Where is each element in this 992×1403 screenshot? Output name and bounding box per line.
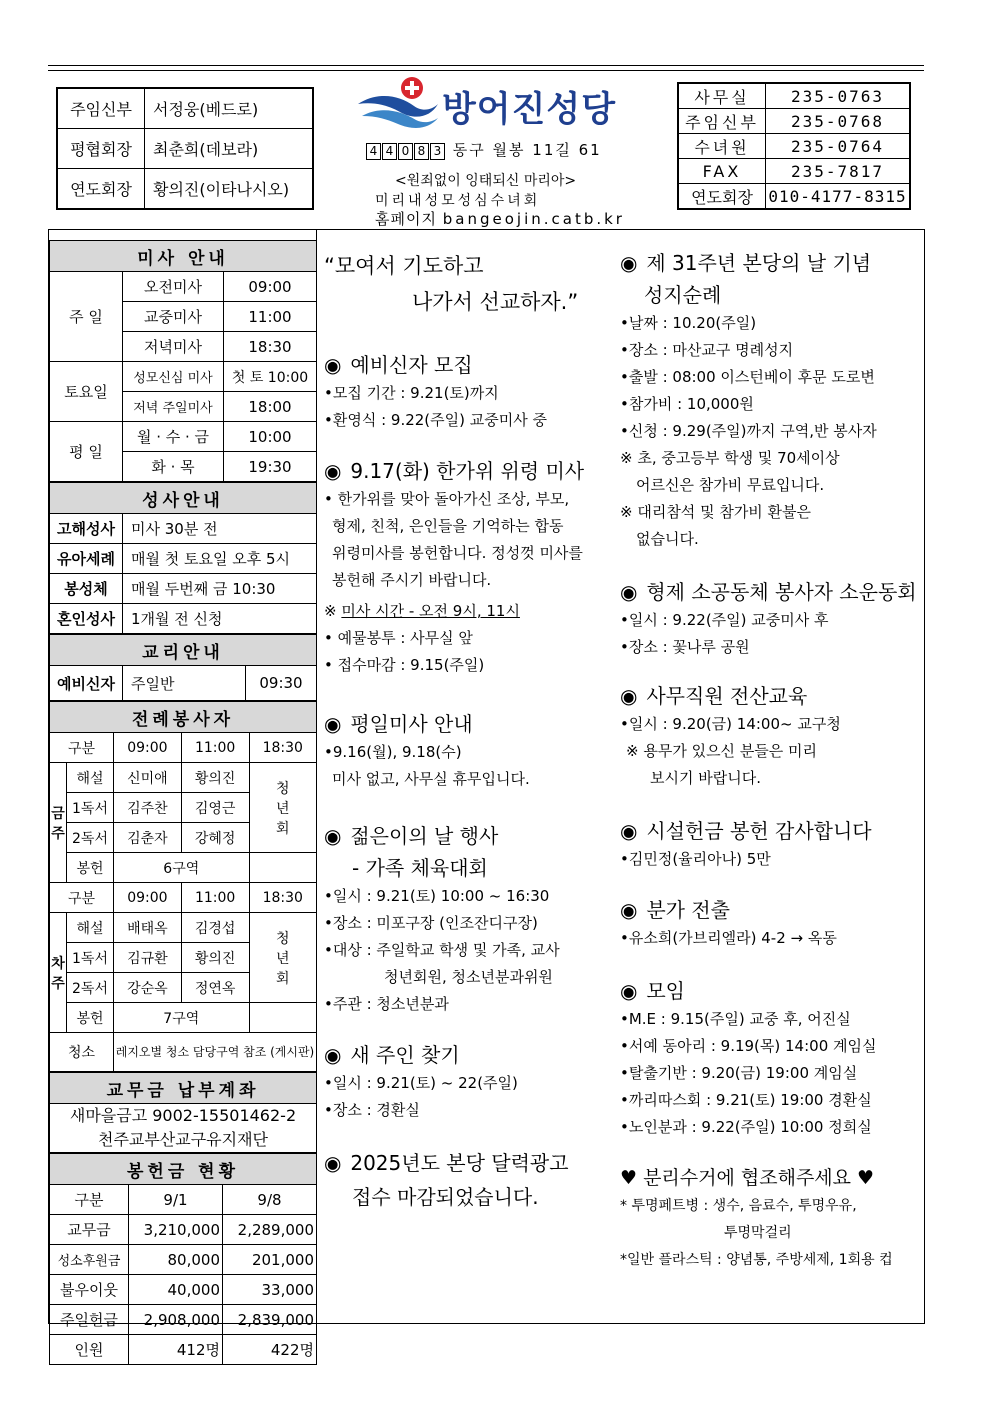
sacrament-title: 성사안내 (50, 483, 317, 514)
section-title: ◉ 9.17(화) 한가위 위령 미사 (324, 456, 609, 486)
section-subtitle: - 가족 체육대회 (352, 856, 488, 880)
offering-table: 봉헌금 현황 구분 9/1 9/8 교무금 3,210,000 2,289,000 성소후원금 80,000 201,000 불우이웃 40,000 33,000 주일헌금 2,908,000 2,839,000 인원 412명 422명 (49, 1153, 317, 1365)
account-table (49, 1072, 317, 1153)
phone-row: 연도회장 010-4177-8315 (678, 184, 910, 210)
religious-order: 미리내성모성심수녀회 (375, 193, 541, 209)
phone-row: 주임신부 235-0768 (678, 109, 910, 134)
bullet-icon: ◉ (620, 898, 638, 922)
sacrament-table: 성사안내 고해성사 미사 30분 전 유아세례 매월 첫 토요일 오후 5시 봉성체 매월 두번째 금 10:30 혼인성사 1개월 전 신청 (49, 482, 317, 634)
church-logo (356, 74, 440, 134)
staff-role: 평협회장 (57, 129, 145, 169)
account-title: 교무금 납부계좌 (50, 1073, 317, 1104)
bullet-icon: ◉ (324, 1151, 342, 1175)
top-rule (48, 65, 924, 66)
doctrine-title: 교리안내 (50, 635, 317, 666)
staff-name: 최춘희(데보라) (145, 129, 314, 169)
bullet-icon: ◉ (324, 353, 342, 377)
weekday-label: 평 일 (50, 422, 123, 482)
section-title: ◉ 2025년도 본당 달력광고 (324, 1148, 609, 1178)
top-rule-2 (48, 70, 924, 71)
staff-table (56, 87, 314, 210)
homepage: 홈페이지 bangeojin.catb.kr (375, 210, 625, 228)
bullet-icon: ◉ (324, 824, 342, 848)
phone-table (677, 82, 911, 210)
phone-row: 수녀원 235-0764 (678, 134, 910, 159)
doctrine-table: 교리안내 예비신자 주일반 09:30 (49, 634, 317, 701)
youth-cell: 청 년 회 (249, 763, 316, 853)
left-column (49, 240, 317, 1365)
staff-name: 서정웅(베드로) (145, 88, 314, 129)
bullet-icon: ◉ (324, 712, 342, 736)
motto: <원죄없이 잉태되신 마리아> (395, 173, 577, 189)
section-title: ◉ 평일미사 안내 (324, 709, 609, 739)
bullet-icon: ◉ (620, 251, 638, 275)
bullet-icon: ◉ (324, 1043, 342, 1067)
postal-code: 4 4 0 8 3 (366, 141, 453, 159)
section-title: ◉ 제 31주년 본당의 날 기념 (620, 248, 918, 278)
bullet-icon: ◉ (620, 819, 638, 843)
section-title: ◉ 분가 전출 (620, 895, 918, 925)
staff-role: 주임신부 (57, 88, 145, 129)
staff-role: 연도회장 (57, 169, 145, 210)
account-number: 새마을금고 9002-15501462-2 (69, 1106, 297, 1125)
staff-row (57, 88, 313, 129)
staff-row (57, 129, 313, 169)
address (366, 139, 602, 160)
staff-row (57, 169, 313, 210)
bullet-icon: ◉ (324, 459, 342, 483)
servers-title: 전례봉사자 (50, 702, 317, 733)
section-title: ◉ 모임 (620, 976, 918, 1006)
staff-name: 황의진(이타나시오) (145, 169, 314, 210)
servers-table: 전례봉사자 구분 09:00 11:00 18:30 금 주 해설 신미애 황의진 청 년 회 1독서 김주찬 김영근 2독서 김춘자 강혜정 봉헌 6구역 구분 09:00 11:00 18:30 차 주 해설 배태옥 김경섭 청 년 회 1독서 김규환 황의진 2독서 강순옥 정연옥 봉헌 7구역 청소 레지오별 청소 담당구역 참조 (게시판) (49, 701, 317, 1072)
address-street: 동구 월봉 11길 61 (452, 141, 602, 159)
saturday-label: 토요일 (50, 362, 123, 422)
bullet-icon: ◉ (620, 684, 638, 708)
section-title: ◉ 시설헌금 봉헌 감사합니다 (620, 816, 918, 846)
recycling-title: ♥ 분리수거에 협조해주세요 ♥ (620, 1167, 875, 1189)
right-column: ◉ 제 31주년 본당의 날 기념 성지순례 •날짜 : 10.20(주일) •장소 : 마산교구 명례성지 •출발 : 08:00 이스턴베이 후문 도로변 •참가비 : 10,000원 •신청 : 9.29(주일)까지 구역,반 봉사자 ※ 초, 중고등부 학생 및 70세이상 어르신은 참가비 무료입니다. ※ 대리참석 및 참가비 환불은 없습니다. ◉ 형제 소공동체 봉사자 소운동회 •일시 : 9.22(주일) 교중미사 후 •장소 : 꽃나루 공원 ◉ 사무직원 전산교육 •일시 : 9.20(금) 14:00~ 교구청 ※ 용무가 있으신 분들은 미리 보시기 바랍니다. ◉ 시설헌금 봉헌 감사합니다 •김민정(율리아나) 5만 ◉ 분가 전출 •유소희(가브리엘라) 4-2 → 옥동 ◉ 모임 •M.E : 9.15(주일) 교중 후, 어진실 •서예 동아리 : 9.19(목) 14:00 계임실 •탈출기반 : 9.20(금) 19:00 계임실 •까리따스회 : 9.21(토) 19:00 경환실 •노인분과 : 9.22(주일) 10:00 정희실 ♥ 분리수거에 협조해주세요 ♥ * 투명페트병 : 생수, 음료수, 투명우유, 투명막걸리 *일반 플라스틱 : 양념통, 주방세제, 1회용 컵 (620, 248, 918, 1274)
quote-line-2: 나가서 선교하자.” (412, 290, 579, 314)
mass-title: 미사 안내 (50, 241, 317, 272)
sunday-label: 주 일 (50, 272, 123, 362)
youth-cell: 청 년 회 (249, 913, 316, 1003)
mass-time-note: ※ 미사 시간 - 오전 9시, 11시 (324, 602, 520, 620)
offering-title: 봉헌금 현황 (50, 1154, 317, 1185)
section-title: ◉ 예비신자 모집 (324, 350, 609, 380)
phone-row: FAX 235-7817 (678, 159, 910, 184)
quote-line-1: “모여서 기도하고 (324, 254, 484, 278)
mass-table: 미사 안내 주 일 오전미사 09:00 교중미사 11:00 저녁미사 18:30 토요일 성모신심 미사 첫 토 10:00 저녁 주일미사 18:00 평 일 월 · 수 · 금 10:00 화 · 목 19:30 (49, 240, 317, 482)
section-title: ◉ 형제 소공동체 봉사자 소운동회 (620, 577, 918, 607)
church-name: 방어진성당 (442, 90, 617, 130)
section-title: ◉ 새 주인 찾기 (324, 1040, 609, 1070)
bullet-icon: ◉ (620, 979, 638, 1003)
account-holder: 천주교부산교구유지재단 (97, 1130, 269, 1149)
phone-row: 사무실 235-0763 (678, 83, 910, 109)
homepage-url[interactable]: bangeojin.catb.kr (442, 210, 625, 228)
section-title: ◉ 사무직원 전산교육 (620, 681, 918, 711)
bullet-icon: ◉ (620, 580, 638, 604)
section-title: ◉ 젊은이의 날 행사 (324, 821, 609, 851)
middle-column: “모여서 기도하고 나가서 선교하자.” ◉ 예비신자 모집 •모집 기간 : 9.21(토)까지 •환영식 : 9.22(주일) 교중미사 중 ◉ 9.17(화) 한가위 위령 미사 • 한가위를 맞아 돌아가신 조상, 부모, 형제, 친척, 은인들을 기억하는 합동 위령미사를 봉헌합니다. 정성껏 미사를 봉헌해 주시기 바랍니다. ※ 미사 시간 - 오전 9시, 11시 • 예물봉투 : 사무실 앞 • 접수마감 : 9.15(주일) ◉ 평일미사 안내 •9.16(월), 9.18(수) 미사 없고, 사무실 휴무입니다. ◉ 젊은이의 날 행사 - 가족 체육대회 •일시 : 9.21(토) 10:00 ~ 16:30 •장소 : 미포구장 (인조잔디구장) •대상 : 주일학교 학생 및 가족, 교사 청년회원, 청소년분과위원 •주관 : 청소년분과 ◉ 새 주인 찾기 •일시 : 9.21(토) ~ 22(주일) •장소 : 경환실 ◉ 2025년도 본당 달력광고 접수 마감되었습니다. (324, 248, 609, 1212)
